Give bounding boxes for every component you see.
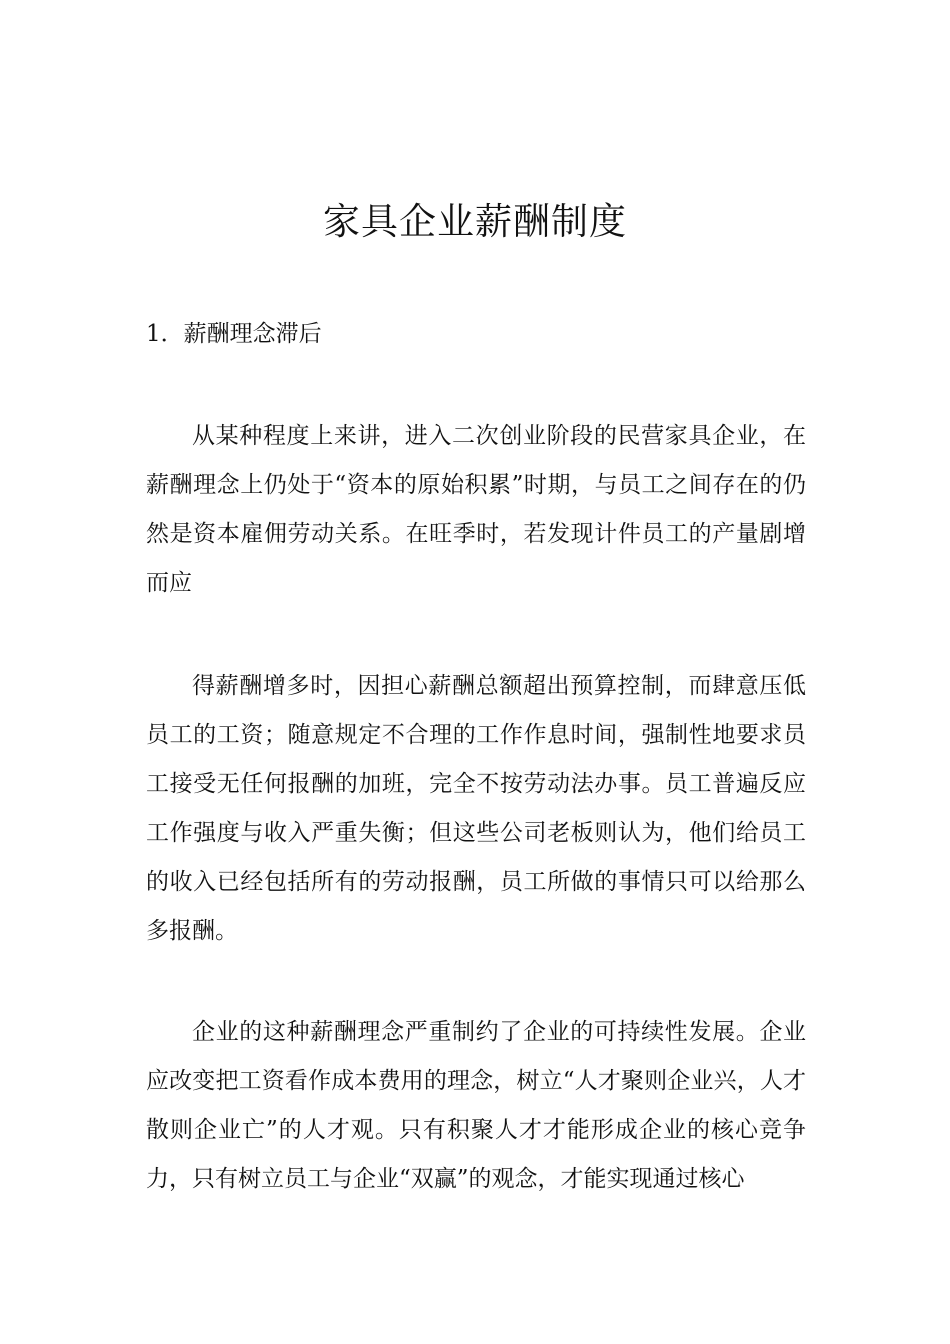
document-title: 家具企业薪酬制度 <box>323 200 627 243</box>
body-paragraph-1: 从某种程度上来讲，进入二次创业阶段的民营家具企业，在薪酬理念上仍处于“资本的原始积累”时期，与员工之间存在的仍然是资本雇佣劳动关系。在旺季时，若发现计件员工的产量剧增而应 <box>146 423 806 596</box>
section-heading: 1．薪酬理念滞后 <box>146 321 322 347</box>
body-paragraph-3: 企业的这种薪酬理念严重制约了企业的可持续性发展。企业应改变把工资看作成本费用的理念，树立“人才聚则企业兴，人才散则企业亡”的人才观。只有积聚人才才能形成企业的核心竞争力，只有树立员工与企业“双赢”的观念，才能实现通过核心 <box>146 1019 806 1192</box>
body-paragraph-2: 得薪酬增多时，因担心薪酬总额超出预算控制，而肆意压低员工的工资；随意规定不合理的工作作息时间，强制性地要求员工接受无任何报酬的加班，完全不按劳动法办事。员工普遍反应工作强度与收入严重失衡；但这些公司老板则认为，他们给员工的收入已经包括所有的劳动报酬，员工所做的事情只可以给那么多报酬。 <box>146 673 806 944</box>
